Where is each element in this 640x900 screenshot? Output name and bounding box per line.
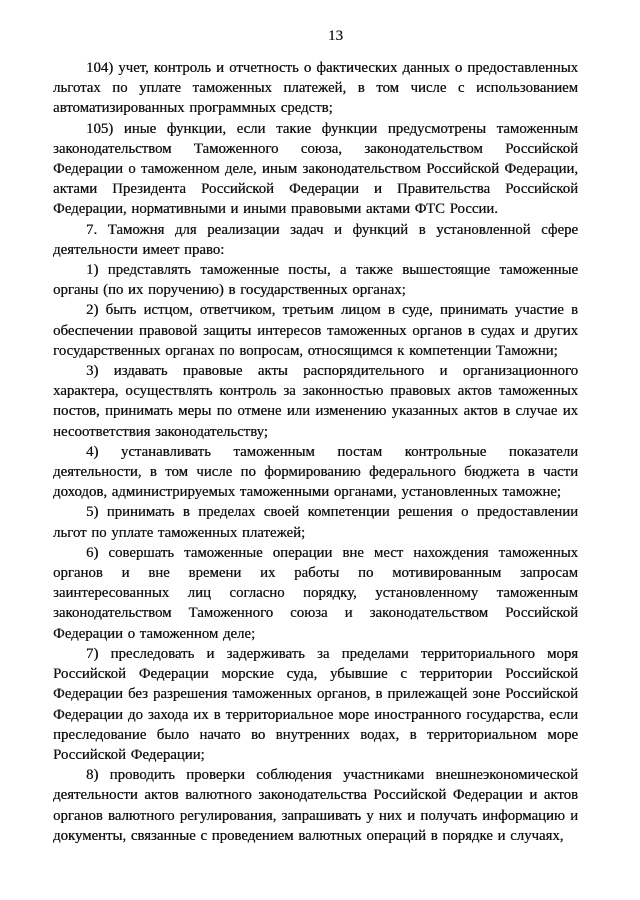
para-sub-4: 4) устанавливать таможенным постам контрольные показатели деятельности, в том числе по формированию федерального бюджета в части доходов, администрируемых таможенными органами, установленных таможне; [53,443,578,501]
para-sub-5: 5) принимать в пределах своей компетенции решения о предоставлении льгот по уплате таможенных платежей; [53,504,578,541]
page-number: 13 [328,28,343,44]
para-7-intro: 7. Таможня для реализации задач и функций в установленной сфере деятельности имеет право: [53,221,578,258]
para-sub-7: 7) преследовать и задерживать за пределами территориального моря Российской Федерации морские суда, убывшие с территории Российской Федерации без разрешения таможенных органов, в прилежащей зоне Российской Федерации до захода их в территориальное море иностранного государства, если преследование было начато во внутренних водах, в территориальном море Российской Федерации; [53,645,578,763]
para-sub-6: 6) совершать таможенные операции вне мест нахождения таможенных органов и вне времени их работы по мотивированным запросам заинтересованных лиц согласно порядку, установленному таможенным законодательством Таможенного союза и законодательством Российской Федерации о таможенном деле; [53,544,578,642]
para-105: 105) иные функции, если такие функции предусмотрены таможенным законодательством Таможенного союза, законодательством Российской Федерации о таможенном деле, иным законодательством Российской Федерации, актами Президента Российской Федерации и Правительства Российской Федерации, нормативными и иными правовыми актами ФТС России. [53,120,578,218]
document-body [53,58,578,846]
para-sub-1: 1) представлять таможенные посты, а также вышестоящие таможенные органы (по их поручению) в государственных органах; [53,262,578,299]
para-sub-2: 2) быть истцом, ответчиком, третьим лицом в суде, принимать участие в обеспечении правовой защиты интересов таможенных органов в судах и других государственных органах по вопросам, относящимся к компетенции Таможни; [53,302,578,359]
para-104: 104) учет, контроль и отчетность о фактических данных о предоставленных льготах по уплате таможенных платежей, в том числе с использованием автоматизированных программных средств; [53,60,578,117]
para-sub-8: 8) проводить проверки соблюдения участниками внешнеэкономической деятельности актов валютного законодательства Российской Федерации и актов органов валютного регулирования, запрашивать у них и получать информацию и документы, связанные с проведением валютных операций в порядке и случаях, [53,767,578,844]
para-sub-3: 3) издавать правовые акты распорядительного и организационного характера, осуществлять контроль за законностью правовых актов таможенных постов, принимать меры по отмене или изменению указанных актов в случае их несоответствия законодательству; [53,363,578,440]
